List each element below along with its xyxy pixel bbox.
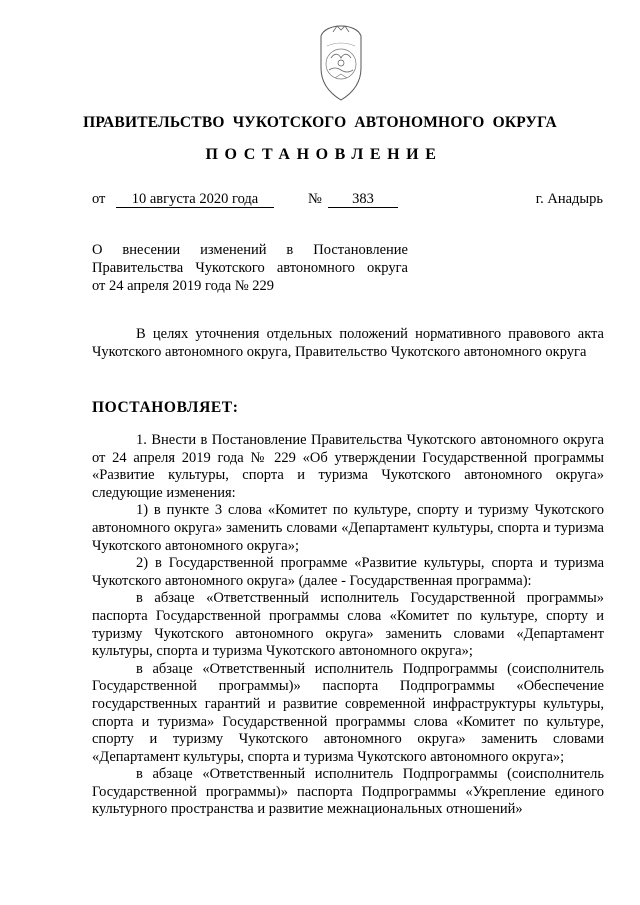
subject-line: от 24 апреля 2019 года № 229 bbox=[92, 278, 275, 294]
preamble bbox=[92, 326, 604, 361]
document-subject bbox=[92, 241, 408, 295]
subject-line: О внесении изменений в Постановление bbox=[92, 242, 408, 258]
body-paragraph: 1) в пункте 3 слова «Комитет по культуре, спорту и туризму Чукотского автономного округа» заменить словами «Департамент культуры, спорта и туризма Чукотского автономного округа»; bbox=[92, 502, 604, 554]
body-paragraph: в абзаце «Ответственный исполнитель Подпрограммы (соисполнитель Государственной программы)» паспорта Подпрограммы «Укрепление единого культурного пространства и развитие межнациональных отношений» bbox=[92, 766, 604, 818]
document-date: 10 августа 2020 года bbox=[116, 190, 274, 208]
body-paragraph: 1. Внести в Постановление Правительства Чукотского автономного округа от 24 апреля 2019 года № 229 «Об утверждении Государственной программы «Развитие культуры, спорта и туризма Чукотского автономного округа» следующие изменения: bbox=[92, 432, 604, 501]
subject-line: Правительства Чукотского автономного округа bbox=[92, 260, 408, 276]
body-paragraph: в абзаце «Ответственный исполнитель Подпрограммы (соисполнитель Государственной программы)» паспорта Подпрограммы «Обеспечение государственных гарантий и развитие современной инфраструктуры культуры, спорта и туризма» Государственной программы слова «Комитет по культуре, спорту и туризму Чукотского автономного округа» заменить словами «Департамент культуры, спорта и туризма Чукотского автономного округа»; bbox=[92, 660, 604, 765]
body-paragraph: в абзаце «Ответственный исполнитель Государственной программы» паспорта Государственной программы слова «Комитет по культуре, спорту и туризму Чукотского автономного округа» заменить словами «Департамент культуры, спорта и туризма Чукотского автономного округа»; bbox=[92, 590, 604, 660]
date-prefix-label: от bbox=[92, 191, 106, 207]
resolution-body bbox=[92, 432, 604, 819]
document-place: г. Анадырь bbox=[535, 191, 603, 207]
decree-heading: ПОСТАНОВЛЯЕТ: bbox=[92, 399, 239, 416]
document-number: 383 bbox=[328, 190, 398, 208]
number-label: № bbox=[308, 191, 322, 207]
organization-name: ПРАВИТЕЛЬСТВО ЧУКОТСКОГО АВТОНОМНОГО ОКРУГА bbox=[83, 114, 557, 131]
body-paragraph: 2) в Государственной программе «Развитие культуры, спорта и туризма Чукотского автономного округа» (далее - Государственная программа): bbox=[92, 555, 604, 589]
document-type-title: ПОСТАНОВЛЕНИЕ bbox=[205, 146, 443, 163]
preamble-paragraph: В целях уточнения отдельных положений нормативного правового акта Чукотского автономного округа, Правительство Чукотского автономного округа bbox=[92, 326, 604, 360]
chukotka-coat-of-arms-icon bbox=[309, 22, 373, 104]
